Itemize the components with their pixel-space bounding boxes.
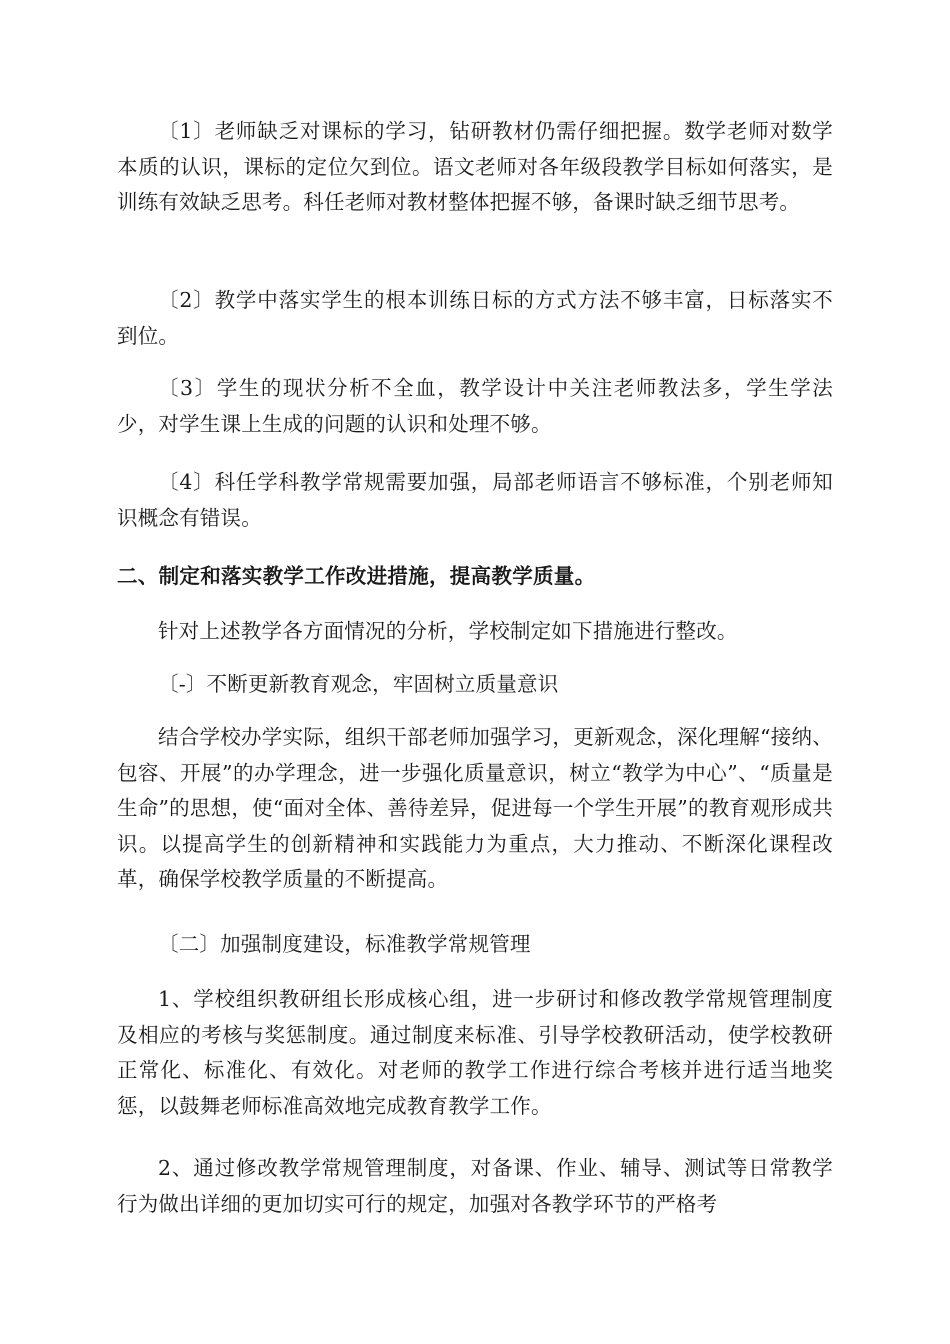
subsection-2-title: 〔二〕加强制度建设，标准教学常规管理 <box>158 932 531 956</box>
section-heading: 二、制定和落实教学工作改进措施，提高教学质量。 <box>117 564 596 588</box>
subsection-2-item-1: 1、学校组织教研组长形成核心组，进一步研讨和修改教学常规管理制度及相应的考核与奖惩制度。通过制度来标准、引导学校教研活动，使学校教研正常化、标准化、有效化。对老师的教学工作进行综合考核并进行适当地奖惩，以鼓舞老师标准高效地完成教育教学工作。 <box>117 987 833 1118</box>
subsection-2-item-2: 2、通过修改教学常规管理制度，对备课、作业、辅导、测试等日常教学行为做出详细的更加切实可行的规定，加强对各教学环节的严格考 <box>117 1156 833 1216</box>
paragraph-3: 〔3〕学生的现状分析不全血，教学设计中关注老师教法多，学生学法少，对学生课上生成的问题的认识和处理不够。 <box>117 376 833 436</box>
subsection-1-body: 结合学校办学实际，组织干部老师加强学习，更新观念，深化理解“接纳、包容、开展”的办学理念，进一步强化质量意识，树立“教学为中心”、“质量是生命”的思想，使“面对全体、善待差异，促进每一个学生开展”的教育观形成共识。以提高学生的创新精神和实践能力为重点，大力推动、不断深化课程改革，确保学校教学质量的不断提高。 <box>117 725 833 891</box>
paragraph-1: 〔1〕老师缺乏对课标的学习，钻研教材仍需仔细把握。数学老师对数学本质的认识，课标的定位欠到位。语文老师对各年级段教学目标如何落实，是训练有效缺乏思考。科任老师对教材整体把握不够，备课时缺乏细节思考。 <box>117 119 833 214</box>
paragraph-2: 〔2〕教学中落实学生的根本训练日标的方式方法不够丰富，日标落实不到位。 <box>117 288 833 348</box>
paragraph-4: 〔4〕科任学科教学常规需要加强，局部老师语言不够标准，个别老师知识概念有错误。 <box>117 470 833 530</box>
subsection-1-title: 〔-〕不断更新教育观念，牢固树立质量意识 <box>158 672 559 696</box>
intro-paragraph: 针对上述教学各方面情况的分析，学校制定如下措施进行整改。 <box>158 619 738 643</box>
